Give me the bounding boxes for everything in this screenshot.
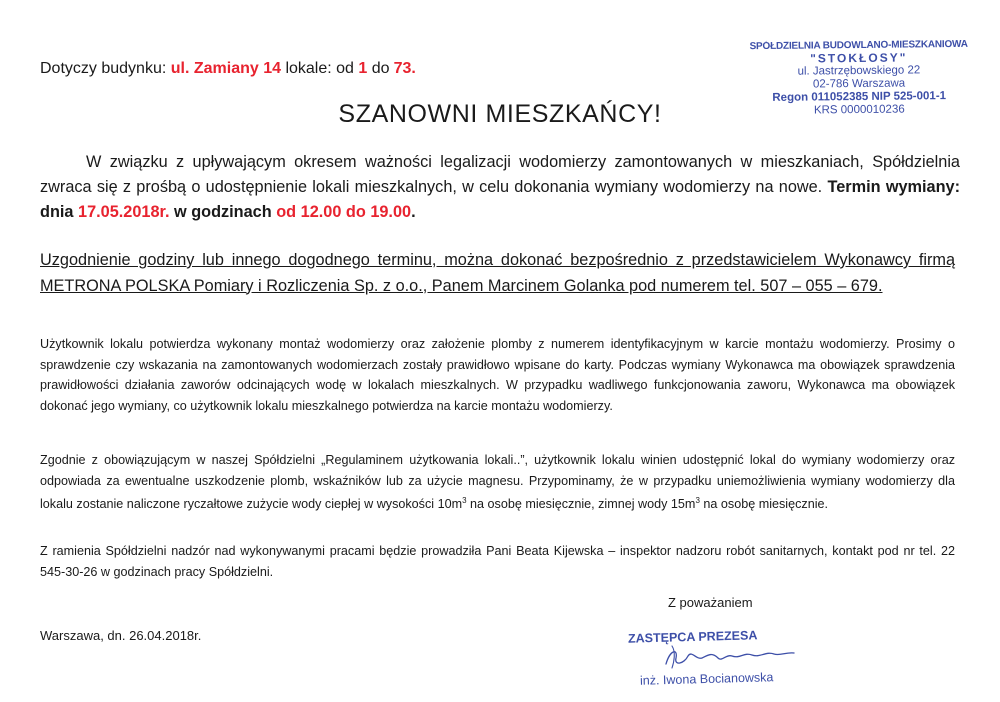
regulations-paragraph	[40, 450, 955, 515]
replacement-hours: od 12.00 do 19.00	[276, 203, 412, 221]
term-label: Termin wymiany: dnia	[40, 178, 961, 221]
contact-paragraph: Uzgodnienie godziny lub innego dogodnego terminu, można dokonać bezpośrednio z przedstawicielem Wykonawcy firmą METRONA POLSKA Pomiary i Rozliczenia Sp. z o.o., Panem Marcinem Golanka pod numerem tel. 507 – 055 – 679.	[40, 251, 955, 295]
stamp-line-street: ul. Jastrzębowskiego 22	[797, 64, 921, 78]
superscript-3: 3	[462, 496, 467, 505]
replacement-date: 17.05.2018r.	[78, 203, 170, 221]
reference-street: ul. Zamiany 14	[170, 60, 281, 77]
reference-to-word: do	[371, 60, 390, 77]
superscript-3-second: 3	[695, 496, 700, 505]
reference-prefix: Dotyczy budynku:	[40, 60, 167, 77]
regulations-text-c: na osobę miesięcznie.	[703, 497, 828, 512]
reference-to: 73.	[393, 60, 416, 77]
closing-regards: Z poważaniem	[668, 595, 753, 610]
stamp-line-regon: Regon 011052385 NIP 525-001-1	[772, 90, 947, 104]
signature-block	[620, 628, 820, 698]
confirmation-paragraph: Użytkownik lokalu potwierdza wykonany montaż wodomierzy oraz założenie plomby z numerem identyfikacyjnym w karcie montażu wodomierzy. Prosimy o sprawdzenie czy wskazania na zamontowanych wodomierzach zostały prawidłowo wpisane do karty. Podczas wymiany Wykonawca ma obowiązek sprawdzenia prawidłowości działania zaworów odcinających wodę w lokalach mieszkalnych. W przypadku wadliwego funkcjonowania zaworu, Wykonawca ma obowiązek dokonać jego wymiany, co użytkownik lokalu mieszkalnego potwierdza na karcie montażu wodomierzy.	[40, 337, 955, 413]
stamp-line-short-name: "STOKŁOSY"	[810, 50, 908, 66]
stamp-line-city: 02-786 Warszawa	[812, 77, 906, 91]
hours-label: w godzinach	[174, 203, 272, 221]
reference-mid: lokale: od	[285, 60, 354, 77]
intro-paragraph	[40, 150, 960, 225]
deputy-president-stamp: ZASTĘPCA PREZESA	[627, 628, 758, 646]
intro-end: .	[411, 203, 416, 221]
stamp-line-name: SPÓŁDZIELNIA BUDOWLANO-MIESZKANIOWA	[749, 38, 968, 53]
letter-heading: SZANOWNI MIESZKAŃCY!	[338, 100, 662, 128]
building-reference-line	[40, 60, 416, 78]
stamp-line-krs: KRS 0000010236	[813, 103, 905, 117]
handwritten-signature-icon	[660, 642, 800, 672]
supervision-paragraph: Z ramienia Spółdzielni nadzór nad wykonywanymi pracami będzie prowadziła Pani Beata Kijewska – inspektor nadzoru robót sanitarnych, kontakt pod nr tel. 22 545-30-26 w godzinach pracy Spółdzielni.	[40, 544, 955, 579]
intro-text: W związku z upływającym okresem ważności legalizacji wodomierzy zamontowanych w mieszkaniach, Spółdzielnia zwraca się z prośbą o udostępnienie lokali mieszkalnych, w celu dokonania wymiany wodomierzy na nowe.	[40, 153, 960, 196]
regulations-text-a: Zgodnie z obowiązującym w naszej Spółdzielni „Regulaminem użytkowania lokali..”, użytkownik lokalu winien udostępnić lokal do wymiany wodomierzy oraz odpowiada za ewentualne uszkodzenie plomb, wskaźników lub za użycie magnesu. Przypominamy, że w przypadku uniemożliwienia wymiany wodomierzy dla lokalu zostanie naliczone ryczałtowe zużycie wody ciepłej w wysokości 10m	[40, 453, 955, 512]
regulations-text-b: na osobę miesięcznie, zimnej wody 15m	[470, 497, 696, 512]
signer-name: inż. Iwona Bocianowska	[639, 670, 774, 688]
reference-from: 1	[358, 60, 368, 77]
place-and-date: Warszawa, dn. 26.04.2018r.	[40, 628, 202, 643]
